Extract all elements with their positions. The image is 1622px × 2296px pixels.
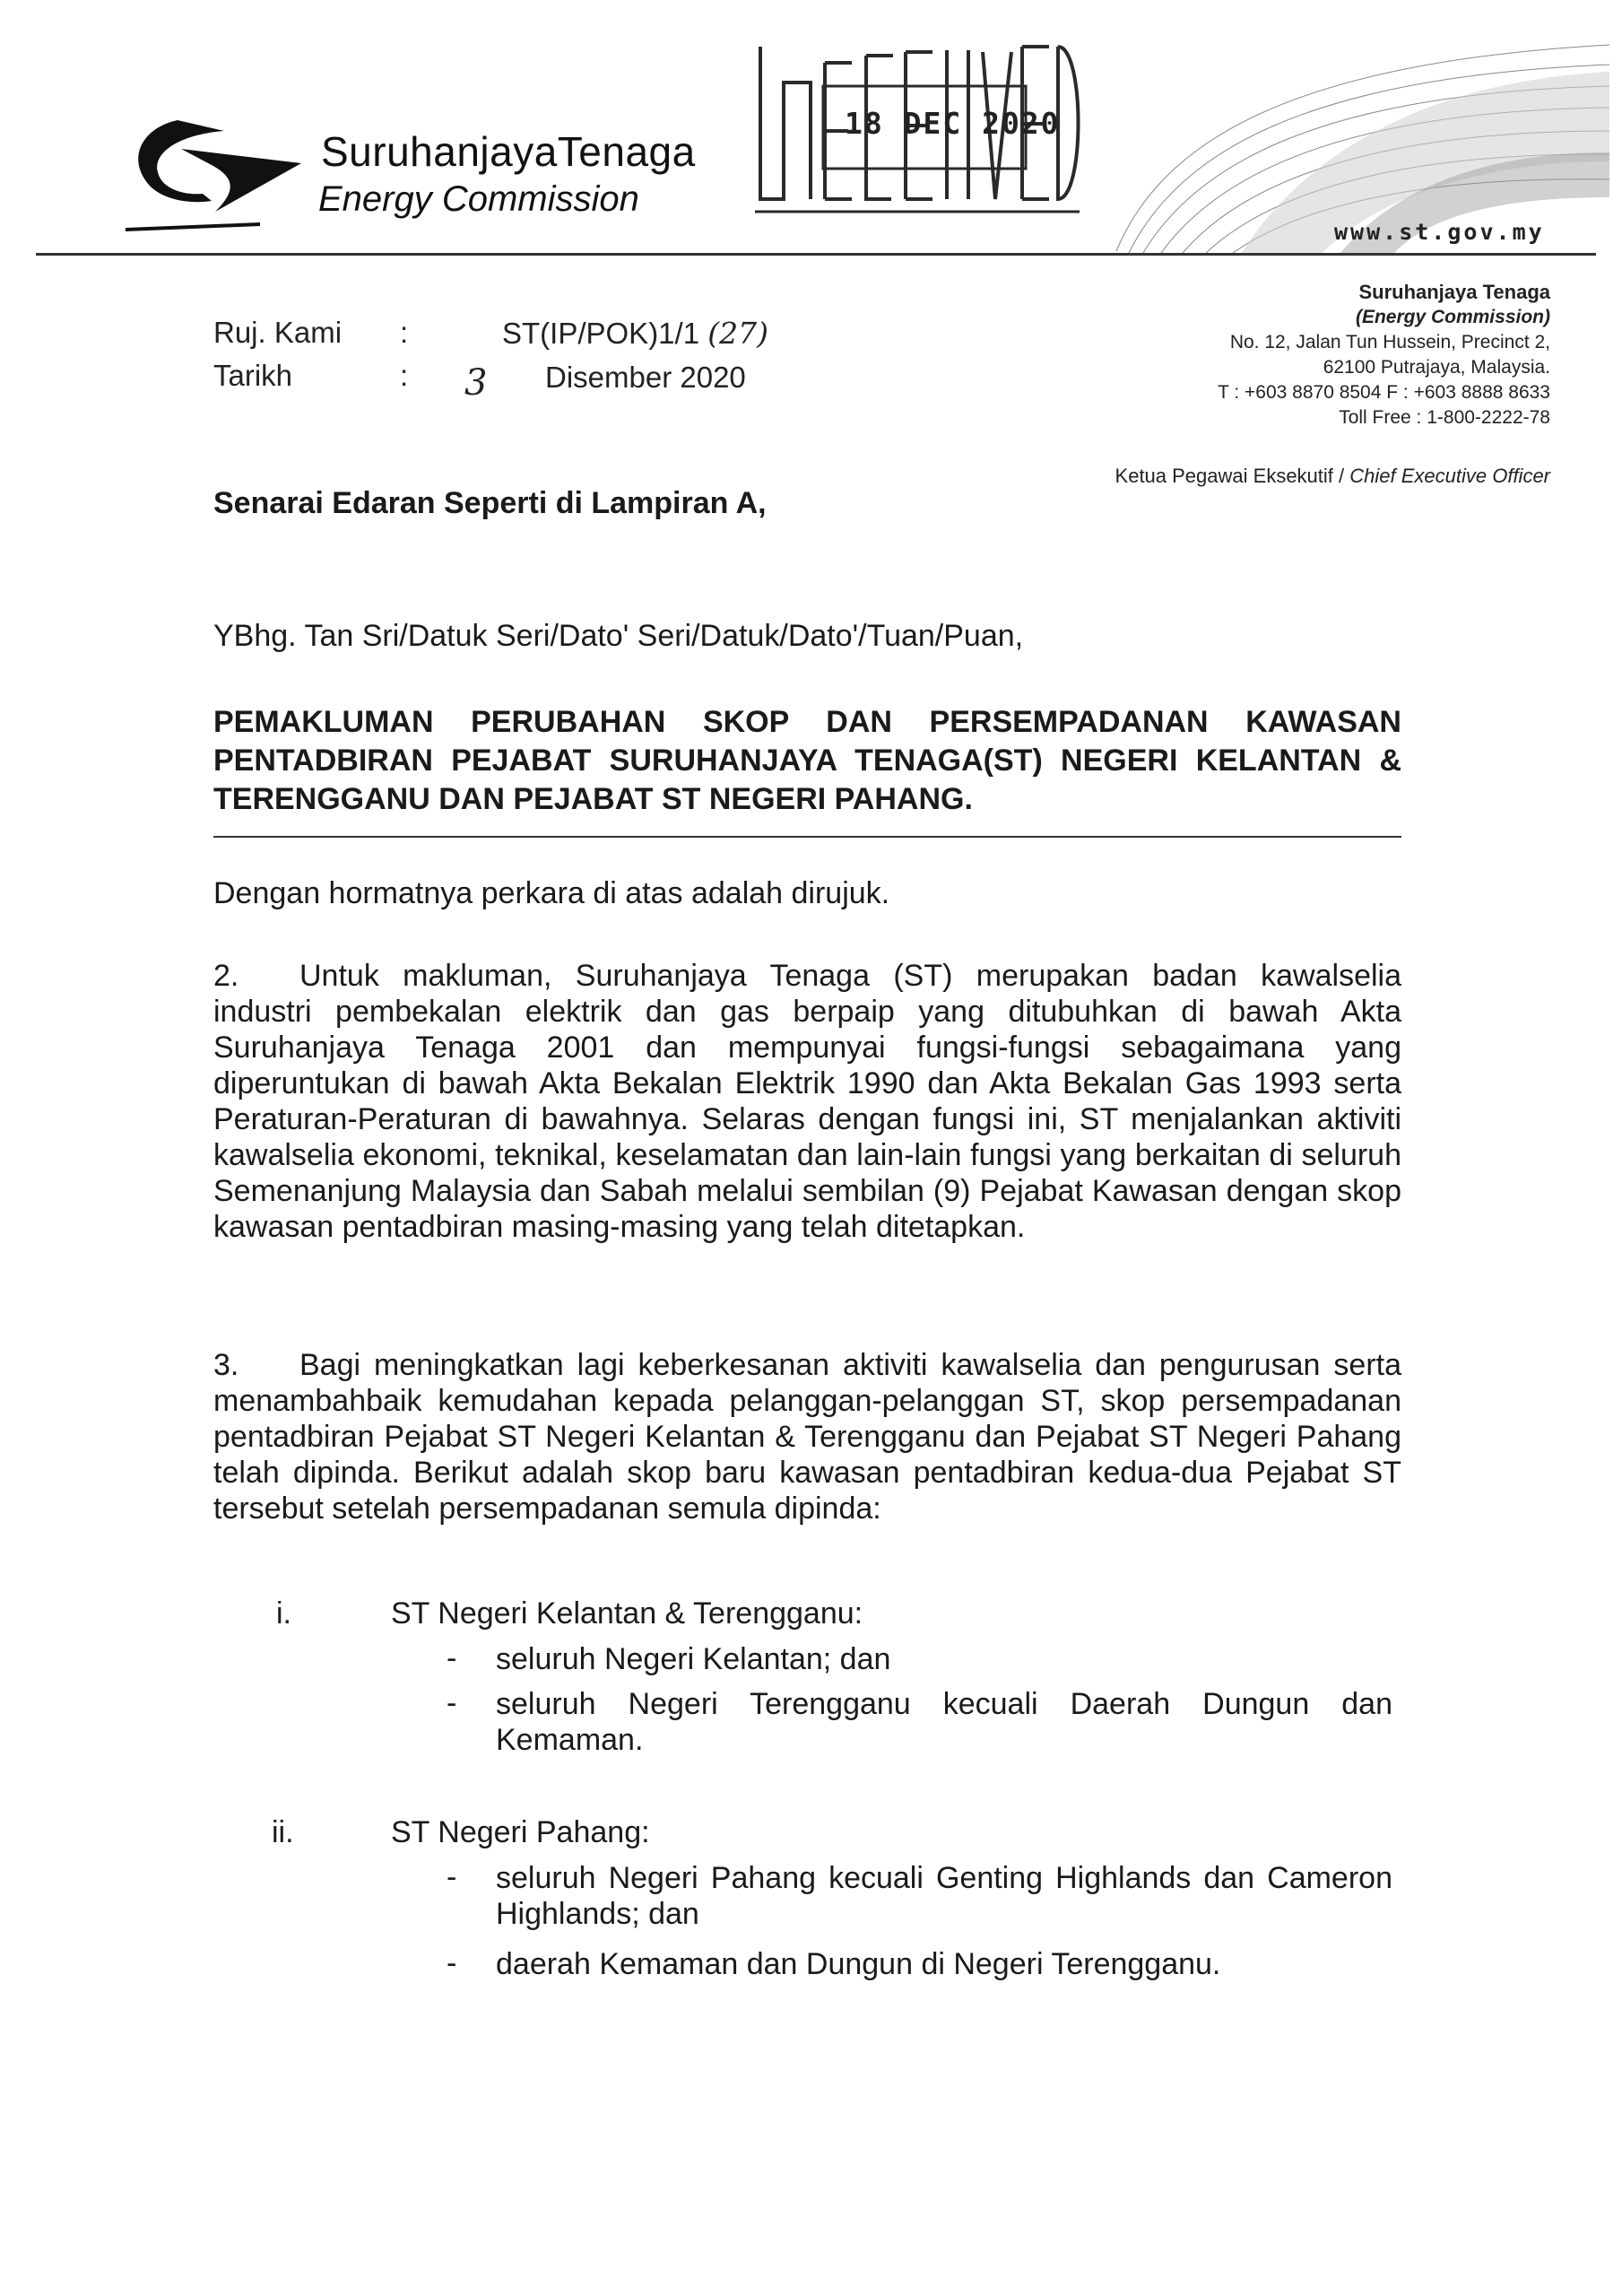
list-item-heading: ST Negeri Pahang:: [391, 1815, 650, 1849]
recipient-line: Senarai Edaran Seperti di Lampiran A,: [213, 486, 767, 520]
date-label: Tarikh: [213, 359, 293, 392]
date-colon: :: [400, 359, 409, 392]
paragraph-2-number: 2.: [213, 959, 239, 993]
swoosh-logo-icon: [126, 108, 323, 233]
address-line-1: No. 12, Jalan Tun Hussein, Precinct 2,: [1229, 332, 1550, 352]
address-org: Suruhanjaya Tenaga: [1358, 281, 1550, 303]
list-dash: -: [447, 1946, 457, 1980]
address-line-2: 62100 Putrajaya, Malaysia.: [1323, 357, 1550, 378]
date-day-handwritten: 3: [464, 362, 488, 404]
address-org-english: (Energy Commission): [1355, 307, 1550, 327]
opening-line: Dengan hormatnya perkara di atas adalah dirujuk.: [213, 876, 890, 910]
address-tollfree: Toll Free : 1-800-2222-78: [1339, 407, 1550, 428]
ref-number: ST(IP/POK)1/1: [502, 317, 700, 350]
address-phone: T : +603 8870 8504 F : +603 8888 8633: [1218, 382, 1550, 403]
letter-title: PEMAKLUMAN PERUBAHAN SKOP DAN PERSEMPADANAN KAWASAN PENTADBIRAN PEJABAT SURUHANJAYA TENAGA(ST) NEGERI KELANTAN & TERENGGANU DAN PEJABAT ST NEGERI PAHANG.: [213, 705, 1401, 816]
list-dash: -: [447, 1860, 457, 1894]
ceo-english: Chief Executive Officer: [1349, 465, 1550, 487]
list-dash: -: [447, 1641, 457, 1675]
logo-text-malay: SuruhanjayaTenaga: [321, 128, 696, 175]
title-underline: [213, 836, 1401, 838]
address-block: [1218, 280, 1550, 430]
list-item-heading: ST Negeri Kelantan & Terengganu:: [391, 1596, 863, 1631]
salutation: YBhg. Tan Sri/Datuk Seri/Dato' Seri/Datuk/Dato'/Tuan/Puan,: [213, 619, 1024, 653]
energy-commission-logo: [126, 108, 696, 233]
logo-text-english: Energy Commission: [318, 179, 639, 219]
list-subitem: seluruh Negeri Pahang kecuali Genting Highlands dan Cameron Highlands; dan: [496, 1861, 1392, 1931]
ref-value: [502, 316, 768, 351]
list-subitem: daerah Kemaman dan Dungun di Negeri Terengganu.: [496, 1947, 1221, 1981]
list-item-number: i.: [276, 1596, 291, 1631]
paragraph-2-text: Untuk makluman, Suruhanjaya Tenaga (ST) merupakan badan kawalselia industri pembekalan elektrik dan gas berpaip yang ditubuhkan di bawah Akta Suruhanjaya Tenaga 2001 dan mempunyai fungsi-fungsi sebagaimana yang diperuntukan di bawah Akta Bekalan Elektrik 1990 dan Akta Bekalan Gas 1993 serta Peraturan-Peraturan di bawahnya. Selaras dengan fungsi ini, ST menjalankan aktiviti kawalselia ekonomi, teknikal, keselamatan dan lain-lain fungsi yang berkaitan di seluruh Semenanjung Malaysia dan Sabah melalui sembilan (9) Pejabat Kawasan dengan skop kawasan pentadbiran masing-masing yang telah ditetapkan.: [213, 959, 1401, 1244]
website-url: www.st.gov.my: [1334, 219, 1545, 245]
paragraph-3: [213, 1347, 1401, 1526]
ref-colon: :: [400, 316, 409, 349]
received-stamp: [748, 20, 1085, 224]
ceo-line: [1115, 465, 1550, 488]
stamp-date: 18 DEC 2020: [845, 106, 1061, 141]
paragraph-3-text: Bagi meningkatkan lagi keberkesanan aktiviti kawalselia dan pengurusan serta menambahbaik kemudahan kepada pelanggan-pelanggan ST, skop persempadanan pentadbiran Pejabat ST Negeri Kelantan & Terengganu dan Pejabat ST Negeri Pahang telah dipinda. Berikut adalah skop baru kawasan pentadbiran kedua-dua Pejabat ST tersebut setelah persempadanan semula dipinda:: [213, 1348, 1401, 1526]
list-subitem: seluruh Negeri Kelantan; dan: [496, 1642, 891, 1676]
header-divider: [36, 253, 1596, 256]
date-value: Disember 2020: [545, 361, 746, 394]
ceo-malay: Ketua Pegawai Eksekutif /: [1115, 465, 1345, 487]
paragraph-3-number: 3.: [213, 1348, 239, 1382]
list-dash: -: [447, 1686, 457, 1720]
paragraph-2: [213, 958, 1401, 1245]
list-subitem: seluruh Negeri Terengganu kecuali Daerah Dungun dan Kemaman.: [496, 1687, 1392, 1757]
list-item-number: ii.: [272, 1815, 294, 1849]
ref-label: Ruj. Kami: [213, 316, 343, 349]
ref-handwritten: (27): [707, 316, 768, 351]
